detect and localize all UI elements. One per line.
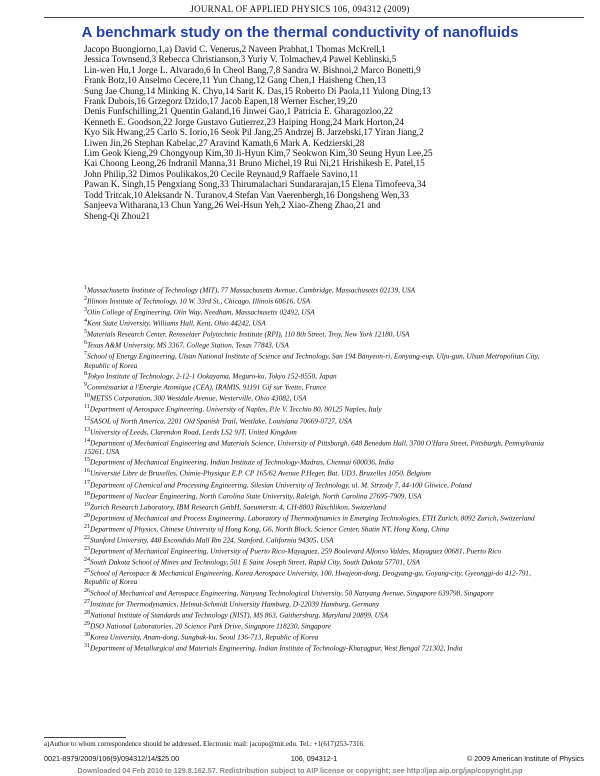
author-line: Denis Funfschilling,21 Quentin Galand,16 Jinwei Gao,1 Patricia E. Gharagozloo,22	[84, 106, 393, 117]
affiliation-number: 12	[84, 415, 90, 422]
footer-page-number: 106, 094312-1	[290, 754, 338, 763]
affiliation-item	[84, 426, 546, 437]
affiliation-text: School of Energy Engineering, Ulsan National Institute of Science and Technology, San 194 Banyeon-ri, Eonyang-eup, Ulju-gun, Ulsan Metropolitan City, Republic of Korea	[84, 351, 540, 370]
affiliation-item	[84, 556, 546, 567]
author-line: Frank Botz,10 Anselmo Cecere,11 Yun Chang,12 Gang Chen,1 Haisheng Chen,13	[84, 75, 386, 86]
affiliation-text: Department of Mechanical and Process Engineering, Laboratory of Thermodynamics in Emerging Technologies, ETH Zurich, 8092 Zurich, Switzerland	[90, 513, 535, 523]
paper-title: A benchmark study on the thermal conductivity of nanofluids	[81, 24, 519, 41]
affiliation-item	[84, 415, 546, 426]
affiliation-number: 21	[84, 523, 90, 530]
affiliation-text: Department of Metallurgical and Materials Engineering, Indian Institute of Technology-Kharagpur, West Bengal 721302, India	[90, 643, 463, 653]
affiliation-item	[84, 501, 546, 512]
affiliation-text: Department of Physics, Chinese University of Hong Kong, G6, North Block, Science Center, Shatin NT, Hong Kong, China	[90, 524, 449, 534]
affiliation-number: 11	[84, 404, 90, 411]
affiliation-item	[84, 339, 546, 350]
affiliation-number: 7	[84, 351, 87, 358]
footer-issn: 0021-8979/2009/106(9)/094312/14/$25.00	[44, 754, 180, 763]
author-line: Todd Tritcak,10 Aleksandr N. Turanov,4 Stefan Van Vaerenbergh,16 Dongsheng Wen,33	[84, 189, 409, 200]
affiliation-text: Korea University, Anam-dong, Sungbuk-ku, Seoul 136-713, Republic of Korea	[90, 632, 319, 642]
affiliation-number: 17	[84, 479, 90, 486]
affiliation-text: Illinois Institute of Technology, 10 W. 33rd St., Chicago, Illinois 60616, USA	[87, 296, 311, 306]
affiliation-text: University of Leeds, Clarendon Road, Leeds LS2 9JT, United Kingdom	[90, 427, 297, 437]
affiliation-number: 27	[84, 599, 90, 605]
affiliation-number: 25	[84, 568, 90, 575]
affiliation-text: Department of Nuclear Engineering, North Carolina State University, Raleigh, North Carolina 27695-7909, USA	[90, 491, 422, 501]
author-line: Jessica Townsend,3 Rebecca Christianson,3 Yuriy V. Tolmachev,4 Pawel Keblinski,5	[84, 54, 397, 65]
affiliation-number: 19	[84, 501, 90, 508]
author-line: Sung Jae Chung,14 Minking K. Chyu,14 Sarit K. Das,15 Roberto Di Paola,11 Yulong Ding,13	[84, 85, 431, 96]
affiliation-number: 5	[84, 329, 87, 336]
affiliation-item	[84, 620, 546, 631]
author-line: Kenneth E. Goodson,22 Jorge Gustavo Gutierrez,23 Haiping Hong,24 Mark Horton,24	[84, 116, 404, 127]
affiliation-item	[84, 587, 546, 598]
affiliation-text: Massachusetts Institute of Technology (MIT), 77 Massachusetts Avenue, Cambridge, Massachusetts 02139, USA	[87, 285, 416, 295]
author-line: Lim Geok Kieng,29 Chongyoup Kim,30 Ji-Hyun Kim,7 Seokwon Kim,30 Seung Hyun Lee,25	[84, 148, 433, 159]
affiliation-number: 29	[84, 621, 90, 628]
affiliation-text: Commissariat à l'Energie Atomique (CEA), IRAMIS, 91191 Gif sur Yvette, France	[87, 382, 327, 392]
affiliation-text: Institute for Thermodynamics, Helmut-Schmidt University Hamburg, D-22039 Hamburg, Germany	[90, 599, 380, 609]
footnote-rule	[44, 737, 126, 738]
header-rule	[44, 17, 584, 18]
affiliation-text: DSO National Laboratories, 20 Science Park Drive, Singapore 118230, Singapore	[90, 621, 331, 631]
affiliation-text: Olin College of Engineering, Olin Way, Needham, Massachusetts 02492, USA	[87, 307, 315, 317]
affiliation-item	[84, 567, 546, 587]
affiliation-text: METSS Corporation, 300 Westdale Avenue, Westerville, Ohio 43082, USA	[90, 393, 307, 403]
affiliation-item	[84, 631, 546, 642]
affiliation-item	[84, 512, 546, 523]
affiliation-item	[84, 456, 546, 467]
affiliation-text: Université Libre de Bruxelles, Chimie-Physique E.P. CP 165/62 Avenue P.Heger, Bat. UD3, Bruxelles 1050, Belgium	[90, 468, 431, 478]
affiliation-number: 6	[84, 340, 87, 347]
affiliation-number: 22	[84, 534, 90, 541]
affiliation-item	[84, 350, 546, 370]
affiliation-number: 23	[84, 546, 90, 553]
affiliation-item	[84, 306, 546, 317]
affiliation-text: School of Mechanical and Aerospace Engineering, Nanyang Technological University, 50 Nanyang Avenue, Singapore 639798, Singapore	[90, 588, 494, 598]
affiliation-number: 30	[84, 632, 90, 639]
author-line: Sanjeeva Witharana,13 Chun Yang,26 Wei-Hsun Yeh,2 Xiao-Zheng Zhao,21 and	[84, 200, 381, 211]
correspondence-footnote: a)Author to whom correspondence should be addressed. Electronic mail: jacopo@mit.edu. Tel.: +1(617)253-7316.	[44, 740, 365, 748]
affiliation-item	[84, 598, 546, 609]
journal-header: JOURNAL OF APPLIED PHYSICS 106, 094312 (2009)	[190, 4, 410, 14]
affiliation-number: 8	[84, 371, 87, 378]
affiliation-number: 15	[84, 457, 90, 464]
affiliation-item	[84, 328, 546, 339]
affiliation-list	[84, 284, 546, 653]
affiliation-text: Department of Mechanical Engineering and Materials Science, University of Pittsburgh, 648 Benedum Hall, 3700 O'Hara Street, Pittsburgh, Pennsylvania 15261, USA	[84, 438, 544, 456]
affiliation-number: 28	[84, 610, 90, 617]
affiliation-number: 16	[84, 468, 90, 475]
affiliation-number: 1	[84, 285, 87, 291]
affiliation-item	[84, 370, 546, 381]
affiliation-text: Department of Aerospace Engineering, University of Naples, P.le V. Tecchio 80, 80125 Naples, Italy	[89, 404, 382, 414]
affiliation-number: 13	[84, 426, 90, 433]
author-line: Pawan K. Singh,15 Pengxiang Song,33 Thirumalachari Sundararajan,15 Elena Timofeeva,34	[84, 179, 427, 190]
affiliation-text: Texas A&M University, MS 3367, College Station, Texas 77843, USA	[87, 340, 289, 350]
author-line: Kyo Sik Hwang,25 Carlo S. Iorio,16 Seok Pil Jang,25 Andrzej B. Jarzebski,17 Yiran Jiang,2	[84, 127, 424, 138]
author-line: Lin-wen Hu,1 Jorge L. Alvarado,6 In Cheol Bang,7,8 Sandra W. Bishnoi,2 Marco Bonetti,9	[84, 64, 421, 75]
affiliation-text: National Institute of Standards and Technology (NIST), MS 863, Gaithersburg, Maryland 20899, USA	[90, 610, 388, 620]
affiliation-item	[84, 534, 546, 545]
author-line: Sheng-Qi Zhou21	[84, 210, 151, 221]
affiliation-item	[84, 295, 546, 306]
affiliation-item	[84, 317, 546, 328]
affiliation-text: Department of Mechanical Engineering, Indian Institute of Technology-Madras, Chennai 600036, India	[90, 457, 394, 467]
affiliation-text: School of Aerospace & Mechanical Engineering, Korea Aerospace University, 100, Hwajeon-dong, Deogyang-gu, Goyang-city, Gyeonggi-do 412-791, Republic of Korea	[84, 568, 531, 587]
affiliation-item	[84, 392, 546, 403]
affiliation-item	[84, 381, 546, 392]
author-list	[84, 44, 544, 221]
download-notice[interactable]: Downloaded 04 Feb 2010 to 129.8.162.57. Redistribution subject to AIP license or copyright; see http://jap.aip.org/jap/copyright.jsp	[77, 766, 523, 775]
affiliation-item	[84, 403, 546, 414]
affiliation-text: South Dakota School of Mines and Technology, 501 E Saint Joseph Street, Rapid City, South Dakota 57701, USA	[90, 557, 421, 567]
author-line: Frank Dubois,16 Grzegorz Dzido,17 Jacob Eapen,18 Werner Escher,19,20	[84, 96, 358, 107]
affiliation-text: Department of Chemical and Processing Engineering, Silesian University of Technology, ul. M. Strzody 7, 44-100 Gliwice, Poland	[90, 479, 472, 489]
affiliation-item	[84, 642, 546, 653]
author-line: John Philip,32 Dimos Poulikakos,20 Cecile Reynaud,9 Raffaele Savino,11	[84, 168, 359, 179]
affiliation-number: 20	[84, 512, 90, 519]
affiliation-item	[84, 437, 546, 457]
affiliation-item	[84, 479, 546, 490]
affiliation-item	[84, 467, 546, 478]
author-line: Kai Choong Leong,26 Indranil Manna,31 Bruno Michel,19 Rui Ni,21 Hrishikesh E. Patel,15	[84, 158, 425, 169]
affiliation-text: Stanford University, 440 Escondido Mall Rm 224, Stanford, California 94305, USA	[90, 535, 334, 545]
affiliation-number: 9	[84, 382, 87, 389]
footer-copyright: © 2009 American Institute of Physics	[466, 754, 584, 763]
affiliation-number: 31	[84, 643, 90, 650]
affiliation-text: Tokyo Institute of Technology, 2-12-1 Ookayama, Meguro-ku, Tokyo 152-8550, Japan	[87, 371, 337, 381]
affiliation-item	[84, 545, 546, 556]
affiliation-number: 26	[84, 587, 90, 594]
affiliation-text: Materials Research Center, Rensselaer Polytechnic Institute (RPI), 110 8th Street, Troy, New York 12180, USA	[87, 329, 410, 339]
affiliation-number: 3	[84, 307, 87, 314]
affiliation-item	[84, 523, 546, 534]
author-line: Liwen Jin,26 Stephan Kabelac,27 Aravind Kamath,6 Mark A. Kedzierski,28	[84, 137, 365, 148]
affiliation-item	[84, 609, 546, 620]
affiliation-item	[84, 490, 546, 501]
author-line: Jacopo Buongiorno,1,a) David C. Venerus,2 Naveen Prabhat,1 Thomas McKrell,1	[84, 44, 386, 54]
affiliation-number: 10	[84, 393, 90, 400]
affiliation-item	[84, 284, 546, 295]
affiliation-text: SASOL of North America, 2201 Old Spanish Trail, Westlake, Louisiana 70669-0727, USA	[90, 415, 352, 425]
affiliation-text: Zurich Research Laboratory, IBM Research GmbH, Saeumerstr. 4, CH-8803 Rüschlikon, Switzerland	[90, 502, 386, 512]
affiliation-number: 24	[84, 557, 90, 564]
affiliation-number: 4	[84, 318, 87, 325]
affiliation-text: Kent State University, Williams Hall, Kent, Ohio 44242, USA	[87, 318, 266, 328]
affiliation-number: 14	[84, 437, 90, 444]
affiliation-text: Department of Mechanical Engineering, University of Puerto Rico-Mayaguez, 259 Boulevard Alfonso Valdes, Mayaguez 00681, Puerto Rico	[90, 546, 502, 556]
affiliation-number: 2	[84, 296, 87, 303]
affiliation-number: 18	[84, 490, 90, 497]
